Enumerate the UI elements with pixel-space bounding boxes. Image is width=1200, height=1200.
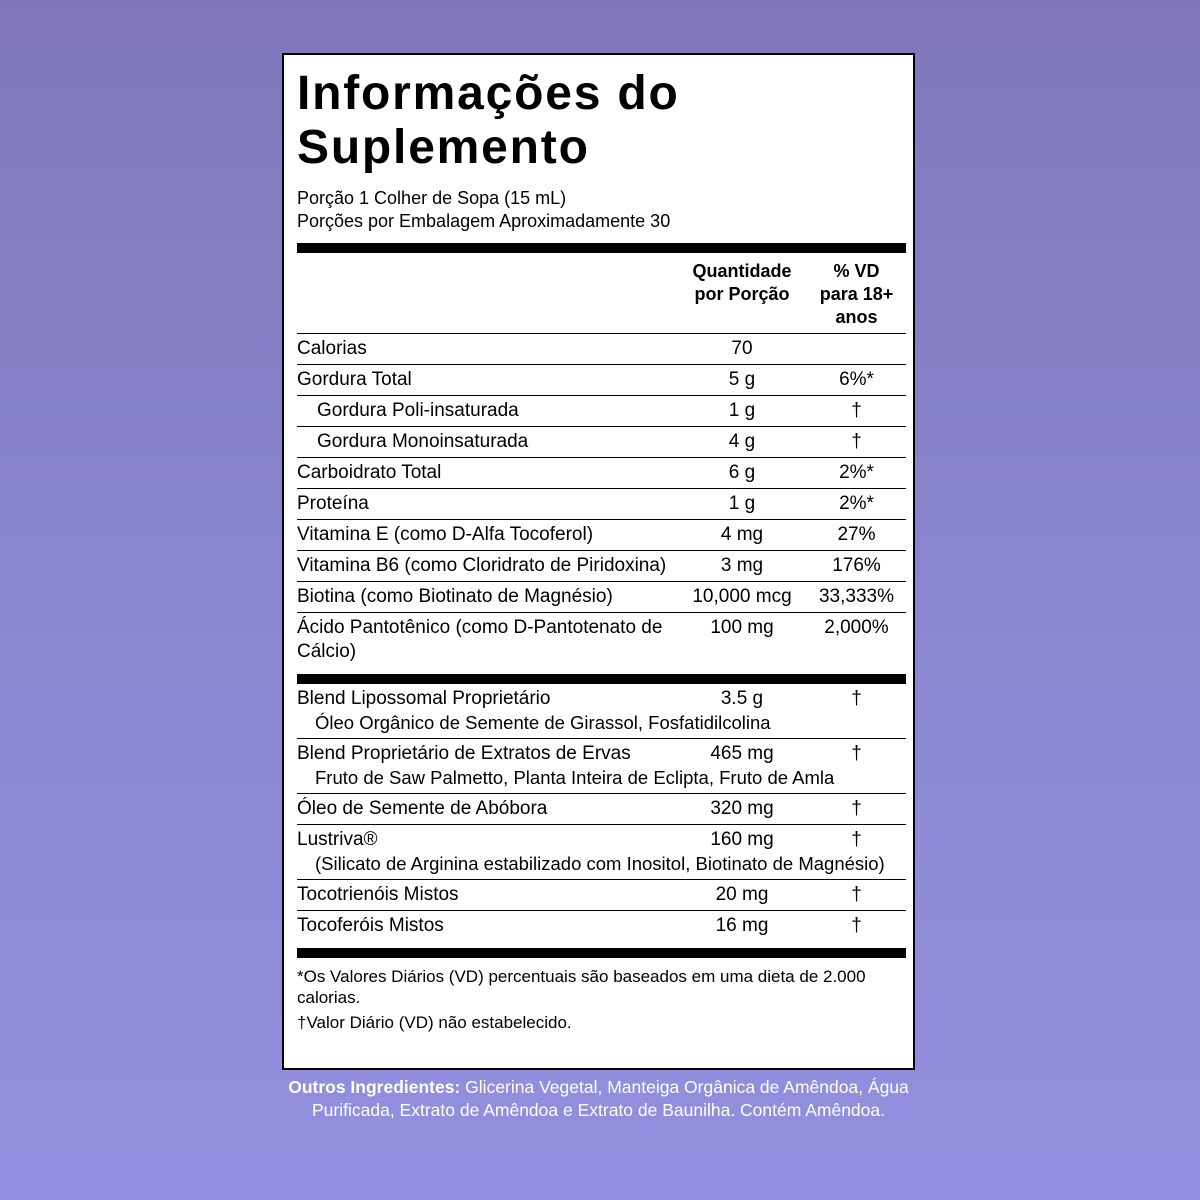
blend-name: Blend Proprietário de Extratos de Ervas: [297, 743, 631, 764]
daily-value-footnote: *Os Valores Diários (VD) percentuais são baseados em uma dieta de 2.000 calorias.: [297, 967, 866, 1007]
supplement-facts-panel: [282, 53, 915, 1070]
blend-dv: †: [851, 915, 862, 936]
nutrient-dv: 27%: [837, 524, 876, 545]
header-spacer: [297, 253, 677, 333]
blend-ingredients: (Silicato de Arginina estabilizado com Inositol, Biotinato de Magnésio): [315, 853, 885, 874]
nutrient-dv: 33,333%: [818, 586, 894, 607]
nutrient-row: [297, 613, 906, 667]
other-ingredients-text: Glicerina Vegetal, Manteiga Orgânica de Amêndoa, Água Purificada, Extrato de Amêndoa e Extrato de Baunilha. Contém Amêndoa.: [312, 1077, 909, 1120]
blend-dv: †: [851, 829, 862, 850]
nutrient-row: [297, 582, 906, 613]
nutrient-name: Biotina (como Biotinato de Magnésio): [297, 586, 613, 607]
blend-row: [297, 825, 906, 880]
nutrient-dv: 6%*: [839, 369, 874, 390]
thick-divider: [297, 948, 906, 958]
header-dv-line2: para 18+: [819, 284, 894, 304]
nutrient-name: Vitamina E (como D-Alfa Tocoferol): [297, 524, 594, 545]
nutrient-dv: 2%*: [839, 462, 874, 483]
blend-amount: 465 mg: [710, 743, 774, 764]
nutrient-name: Gordura Total: [297, 369, 412, 390]
nutrient-name: Ácido Pantotênico (como D-Pantotenato de Cálcio): [297, 617, 663, 662]
header-amount-line2: por Porção: [694, 284, 790, 304]
blend-dv: †: [851, 688, 862, 709]
not-established-footnote: †Valor Diário (VD) não estabelecido.: [297, 1013, 572, 1032]
nutrient-row: [297, 458, 906, 489]
nutrient-dv: [807, 334, 906, 364]
header-dv-line3: anos: [835, 307, 878, 327]
nutrient-amount: 3 mg: [720, 555, 764, 576]
nutrient-name: Calorias: [297, 338, 367, 359]
nutrient-row: [297, 396, 906, 427]
blend-ingredients: Fruto de Saw Palmetto, Planta Inteira de Eclipta, Fruto de Amla: [315, 767, 835, 788]
blend-name: Tocotrienóis Mistos: [297, 884, 459, 905]
blend-row: [297, 911, 906, 941]
blend-dv: †: [851, 798, 862, 819]
nutrient-amount: 100 mg: [710, 617, 774, 638]
serving-info: [297, 187, 906, 233]
nutrient-amount: 10,000 mcg: [692, 586, 792, 607]
header-dv-line1: % VD: [833, 261, 880, 281]
nutrient-row: [297, 427, 906, 458]
title-line-1: Informações do: [297, 67, 680, 120]
label-title: [297, 67, 906, 175]
blend-name: Blend Lipossomal Proprietário: [297, 688, 551, 709]
blend-row: [297, 684, 906, 739]
blend-amount: 16 mg: [715, 915, 769, 936]
blend-dv: †: [851, 884, 862, 905]
blend-name: Tocoferóis Mistos: [297, 915, 444, 936]
other-ingredients-label: Outros Ingredientes:: [288, 1077, 461, 1097]
nutrient-table: [297, 334, 906, 667]
blend-ingredients: Óleo Orgânico de Semente de Girassol, Fosfatidilcolina: [315, 712, 771, 733]
header-amount-line1: Quantidade: [692, 261, 792, 281]
blend-table: [297, 684, 906, 941]
nutrient-name: Vitamina B6 (como Cloridrato de Piridoxina): [297, 555, 667, 576]
blend-amount: 160 mg: [710, 829, 774, 850]
blend-amount: 3.5 g: [720, 688, 764, 709]
nutrient-amount: 70: [731, 338, 753, 359]
nutrient-name: Gordura Poli-insaturada: [317, 400, 519, 421]
thick-divider: [297, 674, 906, 684]
footnotes: [297, 966, 906, 1033]
servings-per-container: Porções por Embalagem Aproximadamente 30: [297, 211, 671, 231]
nutrient-dv: 2,000%: [824, 617, 889, 638]
nutrient-row: [297, 365, 906, 396]
nutrient-amount: 4 g: [728, 431, 756, 452]
nutrient-name: Carboidrato Total: [297, 462, 442, 483]
nutrient-amount: 1 g: [728, 400, 756, 421]
blend-amount: 20 mg: [715, 884, 769, 905]
blend-name: Óleo de Semente de Abóbora: [297, 798, 548, 819]
nutrient-amount: 4 mg: [720, 524, 764, 545]
nutrient-dv: 2%*: [839, 493, 874, 514]
serving-size: Porção 1 Colher de Sopa (15 mL): [297, 188, 567, 208]
nutrient-row: [297, 551, 906, 582]
nutrient-dv: 176%: [832, 555, 881, 576]
nutrient-row: [297, 489, 906, 520]
nutrient-row: [297, 334, 906, 365]
other-ingredients: [282, 1076, 915, 1122]
blend-name: Lustriva®: [297, 829, 378, 850]
blend-row: [297, 739, 906, 794]
blend-amount: 320 mg: [710, 798, 774, 819]
nutrient-row: [297, 520, 906, 551]
header-amount: [677, 253, 807, 333]
blend-row: [297, 794, 906, 825]
nutrient-amount: 5 g: [728, 369, 756, 390]
nutrient-name: Gordura Monoinsaturada: [317, 431, 529, 452]
nutrient-dv: †: [851, 400, 862, 421]
blend-row: [297, 880, 906, 911]
nutrient-amount: 6 g: [728, 462, 756, 483]
table-header: [297, 253, 906, 334]
nutrient-name: Proteína: [297, 493, 369, 514]
header-dv: [807, 253, 906, 333]
nutrient-dv: †: [851, 431, 862, 452]
blend-dv: †: [851, 743, 862, 764]
thick-divider: [297, 243, 906, 253]
nutrient-amount: 1 g: [728, 493, 756, 514]
title-line-2: Suplemento: [297, 121, 590, 174]
